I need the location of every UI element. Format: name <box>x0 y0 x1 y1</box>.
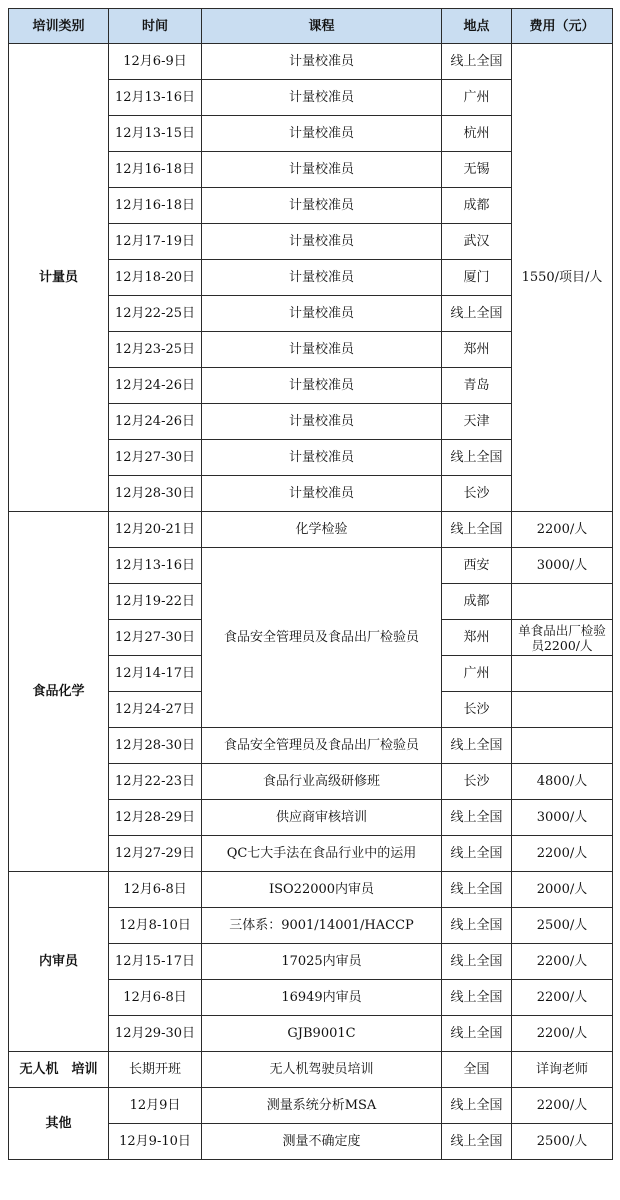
course-cell: 计量校准员 <box>202 476 442 512</box>
time-cell: 12月13-16日 <box>109 548 202 584</box>
time-cell: 长期开班 <box>109 1052 202 1088</box>
location-cell: 广州 <box>442 80 512 116</box>
table-row <box>9 872 613 908</box>
fee-cell: 3000/人 <box>512 548 613 584</box>
course-cell: 计量校准员 <box>202 116 442 152</box>
header-time: 时间 <box>109 9 202 44</box>
fee-cell: 2200/人 <box>512 1016 613 1052</box>
time-cell: 12月6-8日 <box>109 980 202 1016</box>
location-cell: 厦门 <box>442 260 512 296</box>
time-cell: 12月23-25日 <box>109 332 202 368</box>
course-cell: 食品安全管理员及食品出厂检验员 <box>202 548 442 728</box>
course-cell: 计量校准员 <box>202 188 442 224</box>
location-cell: 线上全国 <box>442 908 512 944</box>
location-cell: 郑州 <box>442 620 512 656</box>
course-cell: GJB9001C <box>202 1016 442 1052</box>
location-cell: 全国 <box>442 1052 512 1088</box>
time-cell: 12月24-27日 <box>109 692 202 728</box>
course-cell: 测量不确定度 <box>202 1124 442 1160</box>
location-cell: 线上全国 <box>442 512 512 548</box>
location-cell: 线上全国 <box>442 872 512 908</box>
table-row <box>9 512 613 548</box>
location-cell: 线上全国 <box>442 836 512 872</box>
location-cell: 长沙 <box>442 764 512 800</box>
course-cell: 计量校准员 <box>202 404 442 440</box>
location-cell: 线上全国 <box>442 1016 512 1052</box>
location-cell: 线上全国 <box>442 44 512 80</box>
fee-cell: 2500/人 <box>512 908 613 944</box>
time-cell: 12月6-9日 <box>109 44 202 80</box>
fee-cell: 2200/人 <box>512 980 613 1016</box>
time-cell: 12月20-21日 <box>109 512 202 548</box>
category-metrology: 计量员 <box>9 44 109 512</box>
course-cell: 三体系：9001/14001/HACCP <box>202 908 442 944</box>
fee-cell: 2200/人 <box>512 944 613 980</box>
time-cell: 12月6-8日 <box>109 872 202 908</box>
time-cell: 12月9日 <box>109 1088 202 1124</box>
header-fee: 费用（元） <box>512 9 613 44</box>
location-cell: 郑州 <box>442 332 512 368</box>
time-cell: 12月8-10日 <box>109 908 202 944</box>
location-cell: 无锡 <box>442 152 512 188</box>
course-cell: 测量系统分析MSA <box>202 1088 442 1124</box>
category-drone-training: 无人机 培训 <box>9 1052 109 1088</box>
fee-cell: 2200/人 <box>512 1088 613 1124</box>
course-cell: 计量校准员 <box>202 440 442 476</box>
time-cell: 12月15-17日 <box>109 944 202 980</box>
location-cell: 长沙 <box>442 476 512 512</box>
course-cell: 食品安全管理员及食品出厂检验员 <box>202 728 442 764</box>
location-cell: 武汉 <box>442 224 512 260</box>
location-cell: 成都 <box>442 584 512 620</box>
fee-cell: 4800/人 <box>512 764 613 800</box>
fee-cell <box>512 584 613 620</box>
course-cell: 食品行业高级研修班 <box>202 764 442 800</box>
course-cell: 计量校准员 <box>202 152 442 188</box>
time-cell: 12月16-18日 <box>109 152 202 188</box>
header-category: 培训类别 <box>9 9 109 44</box>
course-cell: 化学检验 <box>202 512 442 548</box>
time-cell: 12月14-17日 <box>109 656 202 692</box>
header-row <box>9 9 613 44</box>
location-cell: 线上全国 <box>442 944 512 980</box>
training-schedule-table <box>8 8 613 1160</box>
time-cell: 12月22-25日 <box>109 296 202 332</box>
fee-cell: 2200/人 <box>512 836 613 872</box>
time-cell: 12月28-30日 <box>109 728 202 764</box>
location-cell: 线上全国 <box>442 1124 512 1160</box>
time-cell: 12月13-15日 <box>109 116 202 152</box>
fee-cell <box>512 728 613 764</box>
fee-cell <box>512 692 613 728</box>
fee-cell: 1550/项目/人 <box>512 44 613 512</box>
course-cell: 计量校准员 <box>202 44 442 80</box>
time-cell: 12月16-18日 <box>109 188 202 224</box>
header-location: 地点 <box>442 9 512 44</box>
course-cell: 计量校准员 <box>202 80 442 116</box>
fee-cell: 3000/人 <box>512 800 613 836</box>
table-row <box>9 1052 613 1088</box>
time-cell: 12月24-26日 <box>109 368 202 404</box>
location-cell: 西安 <box>442 548 512 584</box>
category-food-chemistry: 食品化学 <box>9 512 109 872</box>
course-cell: 供应商审核培训 <box>202 800 442 836</box>
time-cell: 12月18-20日 <box>109 260 202 296</box>
location-cell: 线上全国 <box>442 1088 512 1124</box>
time-cell: 12月28-30日 <box>109 476 202 512</box>
time-cell: 12月22-23日 <box>109 764 202 800</box>
location-cell: 天津 <box>442 404 512 440</box>
location-cell: 成都 <box>442 188 512 224</box>
course-cell: 无人机驾驶员培训 <box>202 1052 442 1088</box>
location-cell: 线上全国 <box>442 296 512 332</box>
location-cell: 线上全国 <box>442 800 512 836</box>
fee-cell: 2200/人 <box>512 512 613 548</box>
course-cell: 16949内审员 <box>202 980 442 1016</box>
course-cell: 计量校准员 <box>202 296 442 332</box>
time-cell: 12月13-16日 <box>109 80 202 116</box>
time-cell: 12月19-22日 <box>109 584 202 620</box>
fee-cell <box>512 656 613 692</box>
location-cell: 线上全国 <box>442 980 512 1016</box>
time-cell: 12月27-30日 <box>109 620 202 656</box>
category-internal-auditor: 内审员 <box>9 872 109 1052</box>
location-cell: 杭州 <box>442 116 512 152</box>
course-cell: ISO22000内审员 <box>202 872 442 908</box>
time-cell: 12月9-10日 <box>109 1124 202 1160</box>
course-cell: 17025内审员 <box>202 944 442 980</box>
fee-cell: 详询老师 <box>512 1052 613 1088</box>
location-cell: 线上全国 <box>442 440 512 476</box>
course-cell: 计量校准员 <box>202 224 442 260</box>
table-row <box>9 1088 613 1124</box>
time-cell: 12月29-30日 <box>109 1016 202 1052</box>
course-cell: 计量校准员 <box>202 332 442 368</box>
course-cell: QC七大手法在食品行业中的运用 <box>202 836 442 872</box>
time-cell: 12月27-30日 <box>109 440 202 476</box>
header-course: 课程 <box>202 9 442 44</box>
fee-cell: 单食品出厂检验员2200/人 <box>512 620 613 656</box>
course-cell: 计量校准员 <box>202 368 442 404</box>
time-cell: 12月27-29日 <box>109 836 202 872</box>
fee-cell: 2000/人 <box>512 872 613 908</box>
category-other: 其他 <box>9 1088 109 1160</box>
location-cell: 线上全国 <box>442 728 512 764</box>
location-cell: 青岛 <box>442 368 512 404</box>
table-row <box>9 44 613 80</box>
time-cell: 12月28-29日 <box>109 800 202 836</box>
time-cell: 12月24-26日 <box>109 404 202 440</box>
time-cell: 12月17-19日 <box>109 224 202 260</box>
location-cell: 长沙 <box>442 692 512 728</box>
fee-cell: 2500/人 <box>512 1124 613 1160</box>
course-cell: 计量校准员 <box>202 260 442 296</box>
location-cell: 广州 <box>442 656 512 692</box>
